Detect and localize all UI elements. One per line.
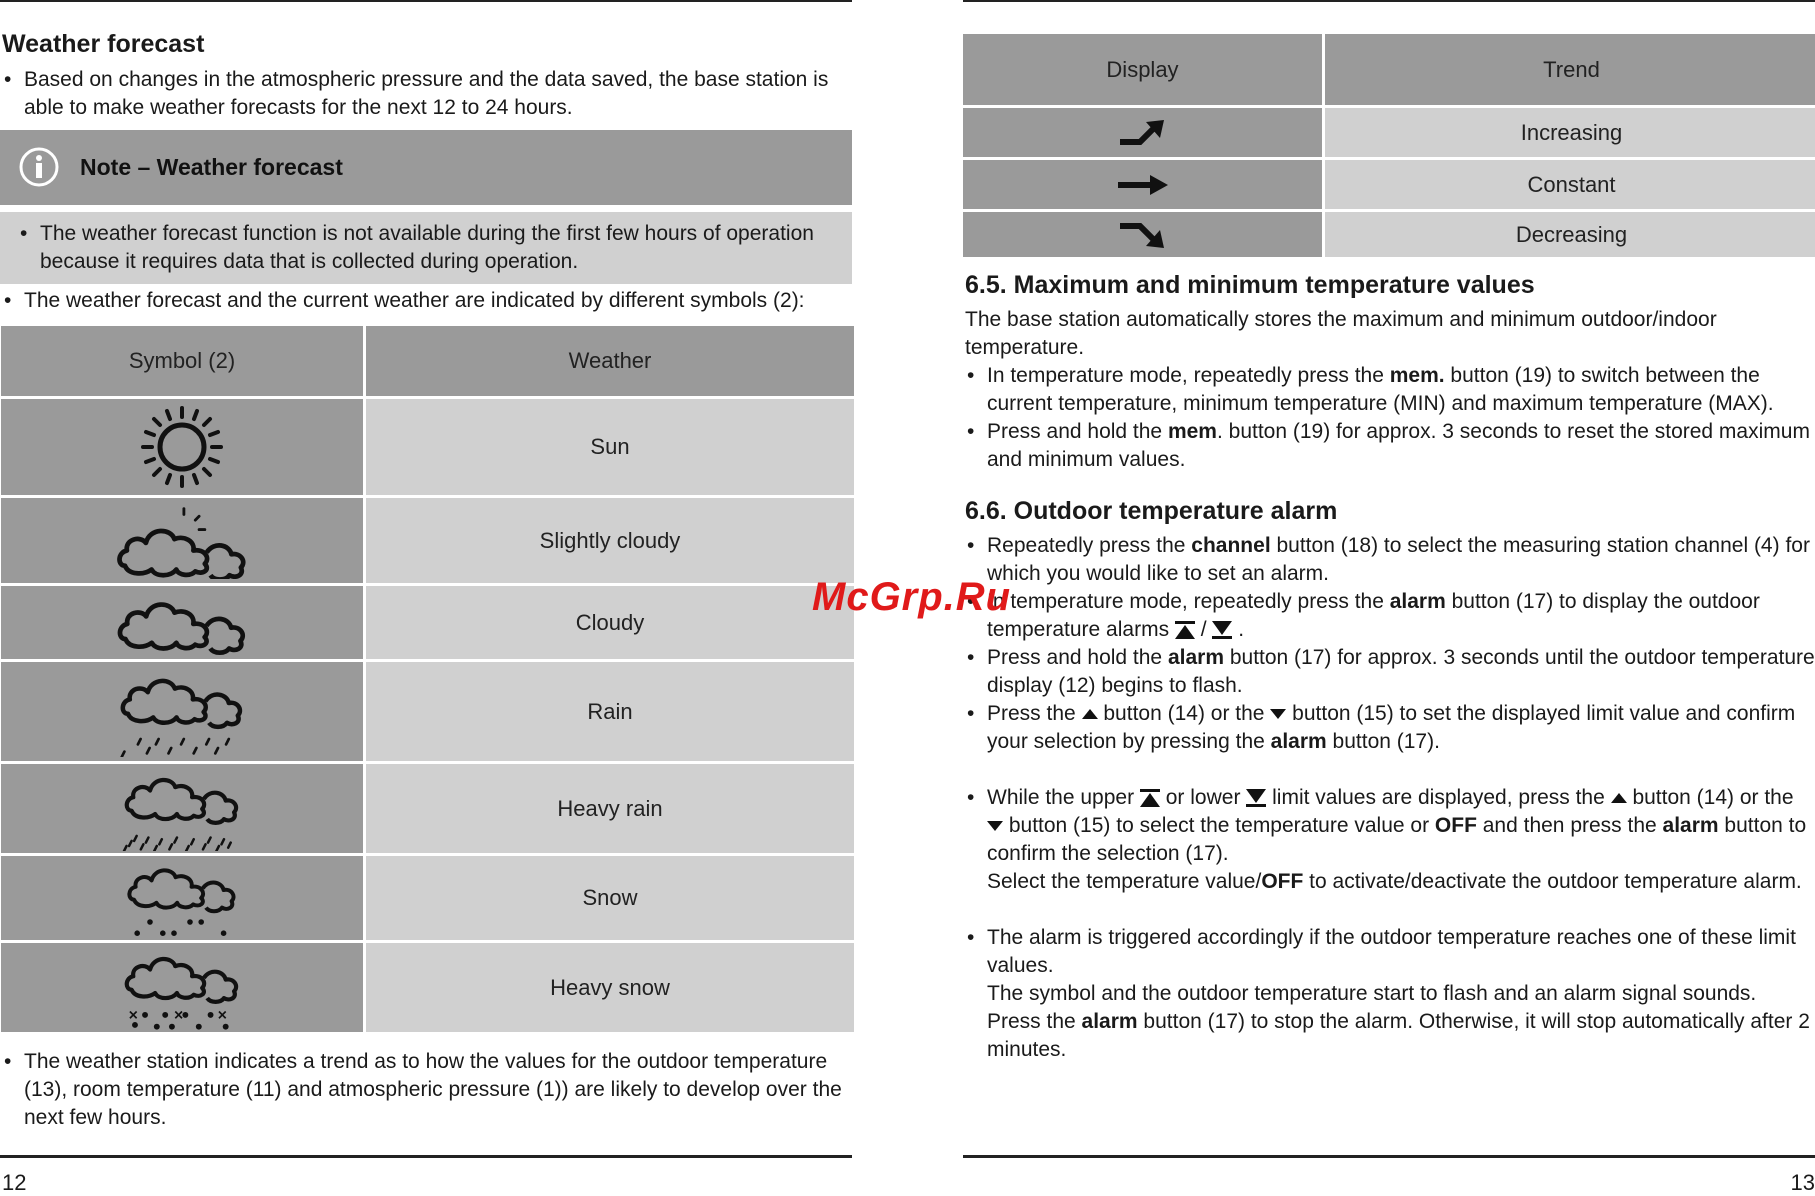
down-arrow-icon xyxy=(1270,709,1286,719)
section-6-6-heading: 6.6. Outdoor temperature alarm xyxy=(965,497,1337,526)
text: button (19) to switch between the current temperature, minimum temperature (MIN) and maximum temperature (MAX). xyxy=(987,364,1774,415)
upper-limit-icon xyxy=(1175,621,1195,639)
trend-label: Decreasing xyxy=(1324,211,1815,259)
text: to activate/deactivate the outdoor temperature alarm. xyxy=(1303,870,1801,893)
off-key: OFF xyxy=(1435,814,1477,837)
alarm-key: alarm xyxy=(1082,1010,1138,1033)
arrow-decreasing-icon xyxy=(1118,220,1168,250)
symbols-list xyxy=(0,287,850,315)
heavy-snow-icon xyxy=(102,946,262,1030)
heavy-rain-icon xyxy=(97,767,267,851)
text: button (17). xyxy=(1327,730,1440,753)
down-arrow-icon xyxy=(987,821,1003,831)
table-header-symbol: Symbol (2) xyxy=(0,325,365,398)
text: button (17) to stop the alarm. Otherwise, it will stop automatically after 2 minutes. xyxy=(987,1010,1810,1061)
symbol-cell xyxy=(0,585,365,661)
text: and then press the xyxy=(1477,814,1663,837)
top-rule xyxy=(963,0,1815,2)
weather-forecast-heading: Weather forecast xyxy=(2,30,204,59)
alarm-key: alarm xyxy=(1168,646,1224,669)
text: or lower xyxy=(1160,786,1246,809)
note-title: Note – Weather forecast xyxy=(80,154,343,181)
text: button (14) or the xyxy=(1627,786,1794,809)
cloudy-icon xyxy=(97,590,267,656)
weather-label: Cloudy xyxy=(365,585,856,661)
list-item xyxy=(963,644,1815,700)
weather-label: Heavy rain xyxy=(365,763,856,855)
list-item xyxy=(963,924,1815,1064)
note-body xyxy=(0,212,852,284)
text: While the upper xyxy=(987,786,1140,809)
alarm-key: alarm xyxy=(1271,730,1327,753)
text: Select the temperature value/ xyxy=(987,870,1261,893)
text: button (15) to select the temperature value or xyxy=(1003,814,1435,837)
trend-table xyxy=(960,31,1815,260)
lower-limit-icon xyxy=(1246,789,1266,807)
text: button (17) for approx. 3 seconds until the outdoor temperature display (12) begins to flash. xyxy=(987,646,1815,697)
alarm-key: alarm xyxy=(1390,590,1446,613)
section-6-5-intro: The base station automatically stores the maximum and minimum outdoor/indoor temperature. xyxy=(965,306,1815,362)
list-item xyxy=(963,784,1815,896)
bottom-rule xyxy=(0,1155,852,1158)
trend-label: Increasing xyxy=(1324,107,1815,159)
symbol-cell xyxy=(0,497,365,585)
table-header-weather: Weather xyxy=(365,325,856,398)
weather-symbols-table xyxy=(0,323,857,1035)
snow-icon xyxy=(102,858,262,938)
text: Press and hold the xyxy=(987,420,1168,443)
text: In temperature mode, repeatedly press the xyxy=(987,364,1390,387)
arrow-constant-icon xyxy=(1116,172,1170,198)
text: Press the xyxy=(987,1010,1082,1033)
list-item: • The weather forecast and the current weather are indicated by different symbols (2): xyxy=(0,287,850,315)
display-cell xyxy=(962,107,1324,159)
list-item xyxy=(963,700,1815,756)
trend-intro-list xyxy=(0,1048,850,1132)
weather-label: Heavy snow xyxy=(365,942,856,1034)
text: In temperature mode, repeatedly press the xyxy=(987,590,1390,613)
upper-limit-icon xyxy=(1140,789,1160,807)
off-key: OFF xyxy=(1261,870,1303,893)
display-cell xyxy=(962,211,1324,259)
text: button (15) to set the displayed limit value and confirm your selection by pressing the xyxy=(987,702,1795,753)
trend-label: Constant xyxy=(1324,159,1815,211)
top-rule xyxy=(0,0,852,2)
text: button to confirm the selection (17). xyxy=(987,814,1806,865)
text: . button (19) for approx. 3 seconds to reset the stored maximum and minimum values. xyxy=(987,420,1810,471)
page-number: 13 xyxy=(1791,1170,1815,1196)
text: button (18) to select the measuring station channel (4) for which you would like to set an alarm. xyxy=(987,534,1810,585)
text: Repeatedly press the xyxy=(987,534,1191,557)
symbol-cell xyxy=(0,942,365,1034)
list-item xyxy=(963,532,1815,588)
section-6-6-list xyxy=(963,532,1815,1064)
page-number: 12 xyxy=(2,1170,26,1196)
table-header-trend: Trend xyxy=(1324,33,1815,107)
info-icon xyxy=(18,146,60,188)
section-6-5-list xyxy=(963,362,1813,474)
symbol-cell xyxy=(0,398,365,497)
up-arrow-icon xyxy=(1611,793,1627,803)
alarm-key: alarm xyxy=(1663,814,1719,837)
text: button (14) or the xyxy=(1098,702,1271,725)
weather-label: Rain xyxy=(365,661,856,763)
text: . xyxy=(1232,618,1244,641)
list-item: • Based on changes in the atmospheric pressure and the data saved, the base station is able to make weather forecasts for the next 12 to 24 hours. xyxy=(0,66,850,122)
rain-icon xyxy=(97,667,267,757)
section-6-5-heading: 6.5. Maximum and minimum temperature values xyxy=(965,271,1535,300)
slightly-cloudy-icon xyxy=(97,503,267,579)
text: The symbol and the outdoor temperature start to flash and an alarm signal sounds. xyxy=(987,982,1756,1005)
table-header-display: Display xyxy=(962,33,1324,107)
note-list xyxy=(16,220,836,276)
weather-label: Slightly cloudy xyxy=(365,497,856,585)
text: Press the xyxy=(987,702,1082,725)
watermark: McGrp.Ru xyxy=(812,575,1011,620)
list-item xyxy=(963,418,1813,474)
text: The alarm is triggered accordingly if the outdoor temperature reaches one of these limit values. xyxy=(987,926,1796,977)
symbol-cell xyxy=(0,763,365,855)
weather-label: Sun xyxy=(365,398,856,497)
symbol-cell xyxy=(0,855,365,942)
list-item xyxy=(963,588,1815,644)
list-item xyxy=(963,362,1813,418)
arrow-increasing-icon xyxy=(1118,118,1168,148)
symbol-cell xyxy=(0,661,365,763)
text: limit values are displayed, press the xyxy=(1266,786,1610,809)
mem-key: mem. xyxy=(1390,364,1445,387)
text: button (17) to display the outdoor temperature alarms xyxy=(987,590,1760,641)
up-arrow-icon xyxy=(1082,709,1098,719)
text: / xyxy=(1195,618,1213,641)
intro-list xyxy=(0,66,850,122)
text: Press and hold the xyxy=(987,646,1168,669)
mem-key: mem xyxy=(1168,420,1217,443)
list-item: • The weather forecast function is not available during the first few hours of operation because it requires data that is collected during operation. xyxy=(16,220,836,276)
sun-icon xyxy=(137,402,227,492)
display-cell xyxy=(962,159,1324,211)
weather-label: Snow xyxy=(365,855,856,942)
bottom-rule xyxy=(963,1155,1815,1158)
channel-key: channel xyxy=(1191,534,1270,557)
note-header xyxy=(0,130,852,205)
lower-limit-icon xyxy=(1212,621,1232,639)
list-item: • The weather station indicates a trend as to how the values for the outdoor temperature (13), room temperature (11) and atmospheric pressure (1)) are likely to develop over the next few hours. xyxy=(0,1048,850,1132)
